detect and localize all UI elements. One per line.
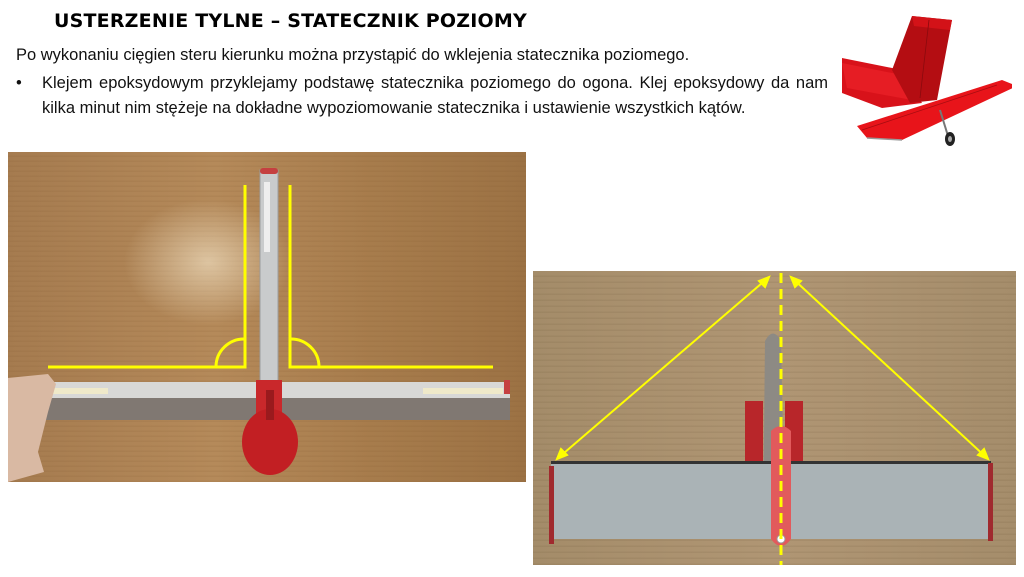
aircraft-tail-icon bbox=[842, 8, 1012, 148]
slide-title: USTERZENIE TYLNE – STATECZNIK POZIOMY bbox=[54, 10, 527, 32]
bullet-marker: • bbox=[16, 74, 22, 92]
right-angle-annotation-icon bbox=[8, 152, 526, 482]
aircraft-tail-thumbnail bbox=[842, 8, 1012, 148]
left-photo-right-angles bbox=[8, 152, 526, 482]
intro-paragraph: Po wykonaniu cięgien steru kierunku można przystąpić do wklejenia statecznika poziomego. bbox=[16, 46, 690, 64]
bullet-item bbox=[16, 71, 828, 120]
symmetry-arrows-annotation-icon bbox=[533, 271, 1016, 565]
bullet-text: Klejem epoksydowym przyklejamy podstawę statecznika poziomego do ogona. Klej epoksydowy da nam kilka minut nim stężeje na dokładne wypoziomowanie statecznika i ustawienie wszystkich kątów. bbox=[42, 74, 828, 117]
right-photo-symmetry-check bbox=[533, 271, 1016, 565]
